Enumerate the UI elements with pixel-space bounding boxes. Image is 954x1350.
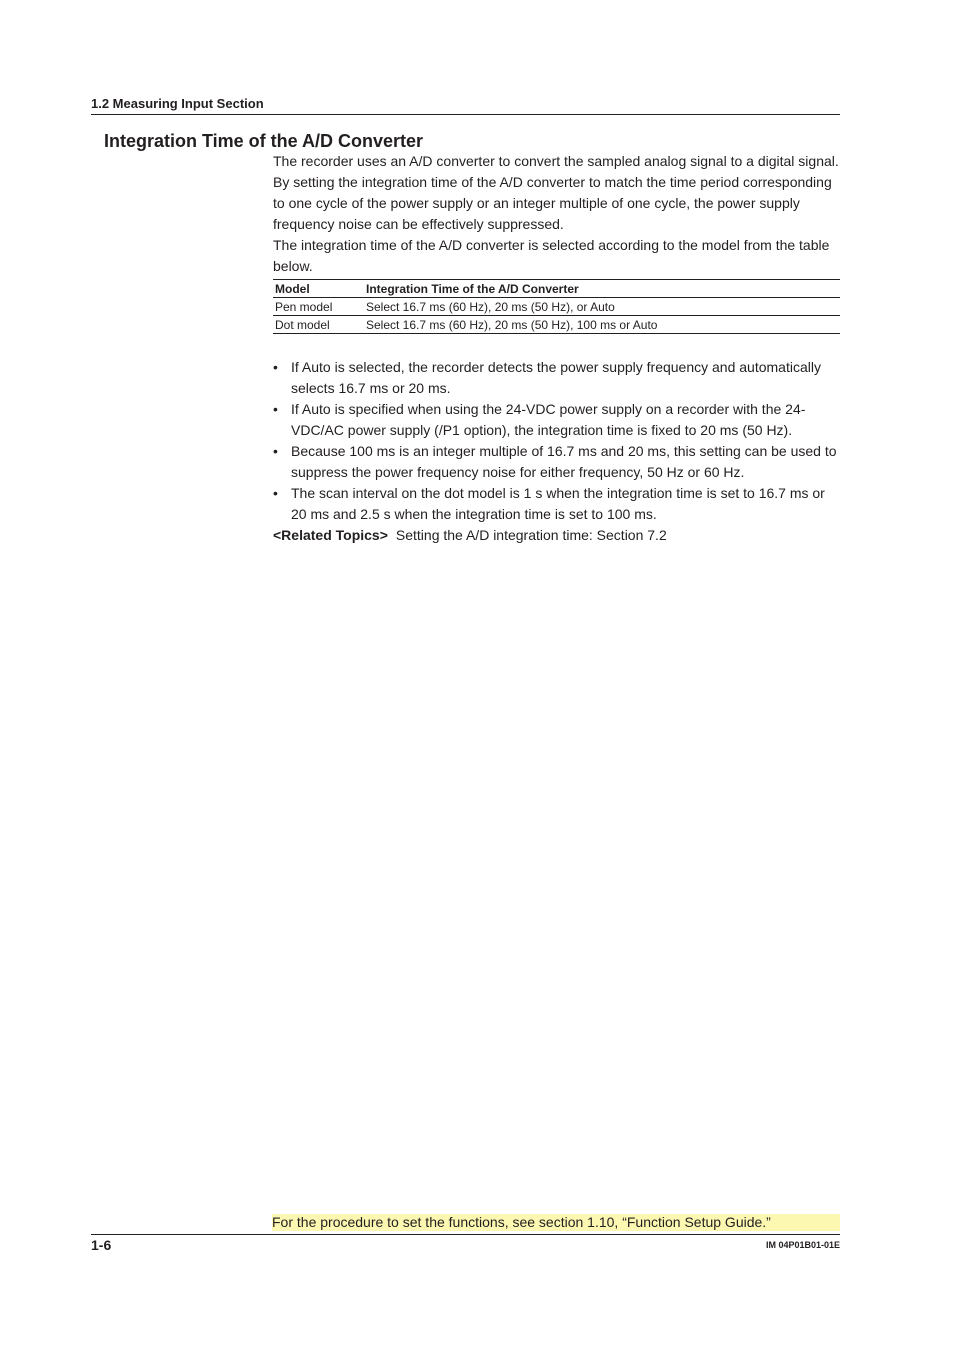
list-item-text: If Auto is specified when using the 24-VDC power supply on a recorder with the 24-VDC/AC power supply (/P1 option), the integration time is fixed to 20 ms (50 Hz). (291, 401, 806, 438)
column-header-model: Model (275, 281, 310, 296)
list-item-text: Because 100 ms is an integer multiple of 16.7 ms and 20 ms, this setting can be used to suppress the power frequency noise for either frequency, 50 Hz or 60 Hz. (291, 443, 837, 480)
table-row (273, 298, 840, 316)
table-header-row (273, 280, 840, 298)
table-cell-model: Pen model (275, 299, 333, 314)
page-number: 1-6 (91, 1237, 112, 1253)
bullet-glyph: • (273, 359, 278, 375)
list-item (273, 357, 840, 399)
related-topics-label: <Related Topics> (273, 527, 388, 543)
list-item (273, 441, 840, 483)
running-head: 1.2 Measuring Input Section (91, 96, 840, 115)
table-row (273, 316, 840, 334)
list-item (273, 483, 840, 525)
related-topics (273, 525, 840, 546)
list-item (273, 399, 840, 441)
column-header-integration-time: Integration Time of the A/D Converter (366, 281, 579, 296)
integration-time-table (273, 279, 840, 334)
bullet-glyph: • (273, 443, 278, 459)
document-id: IM 04P01B01-01E (765, 1240, 840, 1250)
intro-paragraph: The recorder uses an A/D converter to convert the sampled analog signal to a digital signal. By setting the integration time of the A/D converter to match the time period corresponding to one cycle of the power supply or an integer multiple of one cycle, the power supply frequency noise can be effectively suppressed. (273, 153, 839, 232)
footer-divider (91, 1234, 840, 1235)
list-item-text: The scan interval on the dot model is 1 s when the integration time is set to 16.7 ms or 20 ms and 2.5 s when the integration time is set to 100 ms. (291, 485, 825, 522)
related-topics-text: Setting the A/D integration time: Section 7.2 (395, 527, 667, 543)
bullet-glyph: • (273, 485, 278, 501)
section-body (273, 151, 840, 546)
notes-list (273, 357, 840, 525)
table-cell-integration-time: Select 16.7 ms (60 Hz), 20 ms (50 Hz), or Auto (366, 299, 615, 314)
table-intro-paragraph: The integration time of the A/D converter is selected according to the model from the table below. (273, 237, 830, 274)
table-cell-integration-time: Select 16.7 ms (60 Hz), 20 ms (50 Hz), 100 ms or Auto (366, 317, 658, 332)
section-title: Integration Time of the A/D Converter (104, 131, 424, 151)
list-item-text: If Auto is selected, the recorder detects the power supply frequency and automatically selects 16.7 ms or 20 ms. (291, 359, 821, 396)
bullet-glyph: • (273, 401, 278, 417)
table-cell-model: Dot model (275, 317, 330, 332)
footer-procedure-note: For the procedure to set the functions, see section 1.10, “Function Setup Guide.” (272, 1214, 840, 1231)
